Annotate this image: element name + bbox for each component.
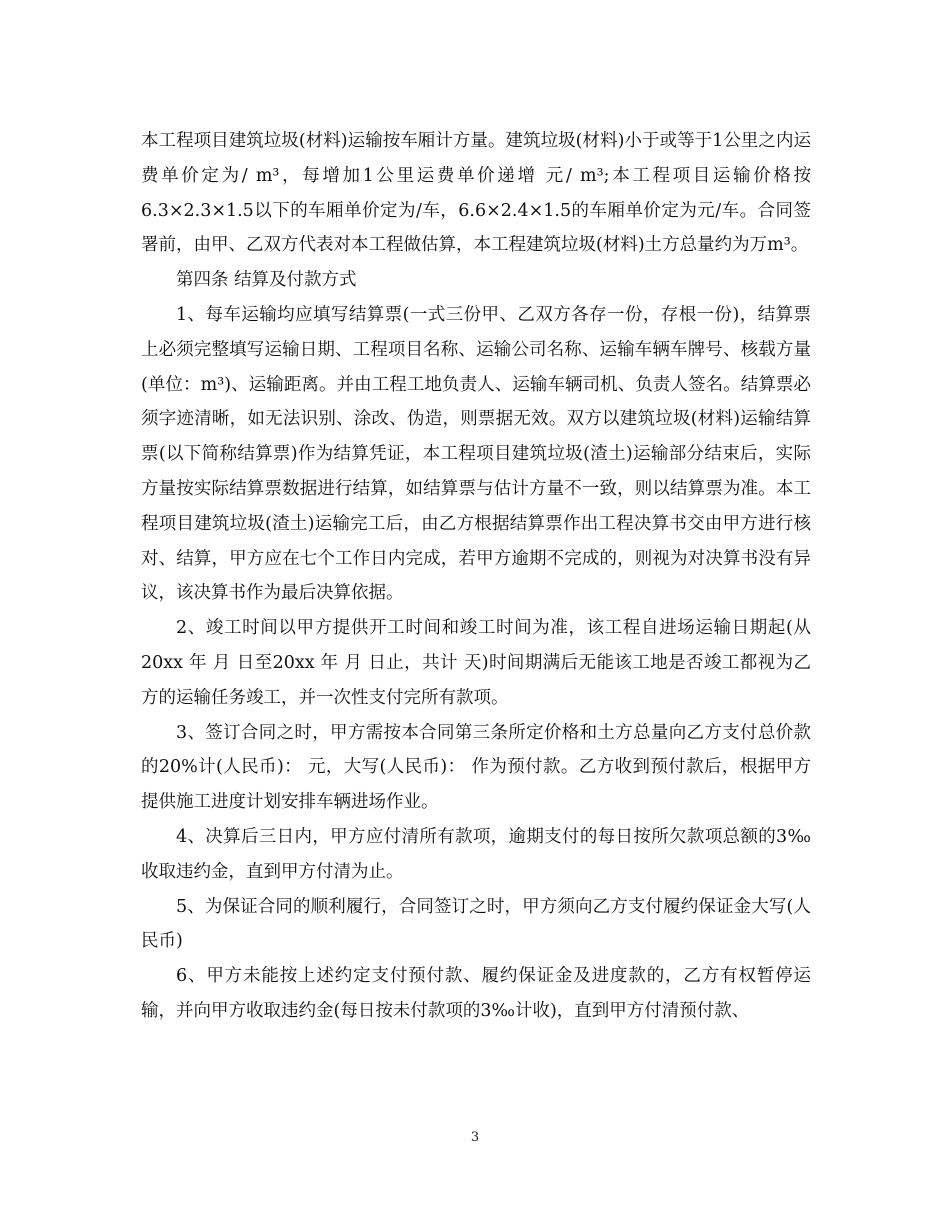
paragraph-clause-6: 6、甲方未能按上述约定支付预付款、履约保证金及进度款的，乙方有权暂停运输，并向甲方收取违约金(每日按未付款项的3‰计收)，直到甲方付清预付款、: [141, 966, 811, 1021]
page-number: 3: [470, 1130, 480, 1145]
paragraph-clause-2: 2、竣工时间以甲方提供开工时间和竣工时间为准，该工程自进场运输日期起(从20xx 年 月 日至20xx 年 月 日止，共计 天)时间期满后无能该工地是否竣工都视为乙方的运输任务竣工，并一次性支付完所有款项。: [141, 618, 811, 708]
paragraph-clause-4: 4、决算后三日内，甲方应付清所有款项，逾期支付的每日按所欠款项总额的3‰收取违约金，直到甲方付清为止。: [141, 826, 811, 882]
paragraph-clause-3: 3、签订合同之时，甲方需按本合同第三条所定价格和土方总量向乙方支付总价款的20%计(人民币)： 元，大写(人民币)： 作为预付款。乙方收到预付款后，根据甲方提供施工进度计划安排车辆进场作业。: [141, 722, 811, 813]
paragraph-clause-5: 5、为保证合同的顺利履行，合同签订之时，甲方须向乙方支付履约保证金大写(人民币): [141, 896, 811, 952]
paragraph-clause-1: 1、每车运输均应填写结算票(一式三份甲、乙双方各存一份，存根一份)，结算票上必须完整填写运输日期、工程项目名称、运输公司名称、运输车辆车牌号、核载方量(单位：m³)、运输距离。并由工程工地负责人、运输车辆司机、负责人签名。结算票必须字迹清晰，如无法识别、涂改、伪造，则票据无效。双方以建筑垃圾(材料)运输结算票(以下简称结算票)作为结算凭证，本工程项目建筑垃圾(渣土)运输部分结束后，实际方量按实际结算票数据进行结算，如结算票与估计方量不一致，则以结算票为准。本工程项目建筑垃圾(渣土)运输完工后，由乙方根据结算票作出工程决算书交由甲方进行核对、结算，甲方应在七个工作日内完成，若甲方逾期不完成的，则视为对决算书没有异议，该决算书作为最后决算依据。: [141, 304, 811, 604]
document-body: [141, 124, 811, 1029]
section-heading-settlement: 第四条 结算及付款方式: [176, 270, 357, 291]
paragraph-freight-pricing: 本工程项目建筑垃圾(材料)运输按车厢计方量。建筑垃圾(材料)小于或等于1公里之内运费单价定为/ m³，每增加1公里运费单价递增 元/ m³;本工程项目运输价格按6.3×2.3×1.5以下的车厢单价定为/车，6.6×2.4×1.5的车厢单价定为元/车。合同签署前，由甲、乙双方代表对本工程做估算，本工程建筑垃圾(材料)土方总量约为万m³。: [141, 131, 811, 256]
